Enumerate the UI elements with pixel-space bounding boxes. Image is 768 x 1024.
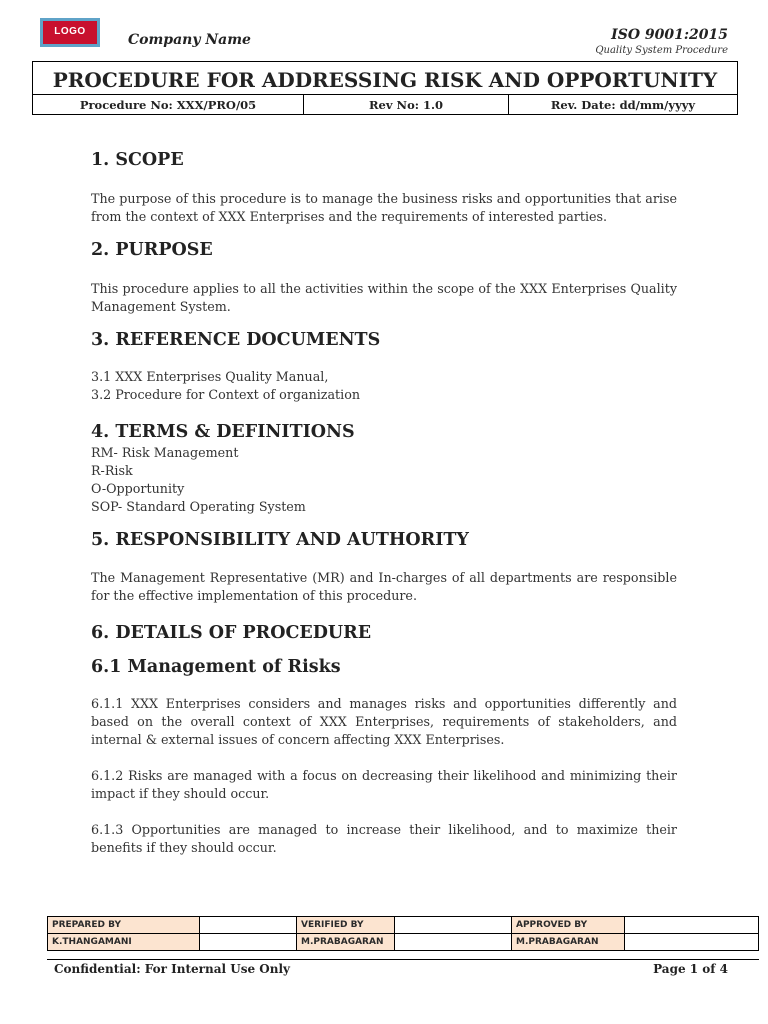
paragraph-6-1-3: 6.1.3 Opportunities are managed to increase their likelihood, and to maximize their benefits if they should occur. xyxy=(91,822,677,855)
approved-by-name: M.PRABAGARAN xyxy=(512,934,625,951)
document-title: PROCEDURE FOR ADDRESSING RISK AND OPPORTUNITY xyxy=(32,61,738,95)
prepared-by-label: PREPARED BY xyxy=(48,917,200,934)
revision-date: Rev. Date: dd/mm/yyyy xyxy=(550,98,696,112)
revision-number: Rev No: 1.0 xyxy=(304,95,509,114)
section-heading-details: 6. DETAILS OF PROCEDURE xyxy=(91,623,372,643)
iso-standard: ISO 9001:2015 xyxy=(611,27,728,43)
verified-by-signature xyxy=(395,917,512,934)
verified-by-label: VERIFIED BY xyxy=(297,917,395,934)
verified-by-name: M.PRABAGARAN xyxy=(297,934,395,951)
verified-by-signature xyxy=(395,934,512,951)
paragraph-6-1-2: 6.1.2 Risks are managed with a focus on decreasing their likelihood and minimizing their impact if they should occur. xyxy=(91,768,677,801)
term-item: SOP- Standard Operating System xyxy=(91,499,306,514)
confidential-notice: Confidential: For Internal Use Only xyxy=(54,962,290,976)
term-item: O-Opportunity xyxy=(91,481,185,496)
footer-divider xyxy=(47,959,759,960)
subsection-heading-management-of-risks: 6.1 Management of Risks xyxy=(91,657,341,677)
reference-item: 3.1 XXX Enterprises Quality Manual, xyxy=(91,369,329,384)
quality-system-label: Quality System Procedure xyxy=(595,45,728,56)
prepared-by-signature xyxy=(200,917,297,934)
document-reference-row xyxy=(32,95,738,115)
company-name: Company Name xyxy=(128,32,251,48)
company-logo: LOGO xyxy=(40,18,100,47)
responsibility-paragraph: The Management Representative (MR) and In-charges of all departments are responsible for the effective implementation of this procedure. xyxy=(91,570,677,603)
section-heading-responsibility: 5. RESPONSIBILITY AND AUTHORITY xyxy=(91,530,469,550)
term-item: RM- Risk Management xyxy=(91,445,239,460)
reference-item: 3.2 Procedure for Context of organization xyxy=(91,387,361,402)
approved-by-signature xyxy=(625,917,759,934)
section-heading-terms: 4. TERMS & DEFINITIONS xyxy=(91,422,355,442)
purpose-paragraph: This procedure applies to all the activities within the scope of the XXX Enterprises Quality Management System. xyxy=(91,281,677,314)
procedure-number: Procedure No: XXX/PRO/05 xyxy=(33,95,304,114)
prepared-by-signature xyxy=(200,934,297,951)
term-item: R-Risk xyxy=(91,463,133,478)
page-number: Page 1 of 4 xyxy=(653,962,728,976)
scope-paragraph: The purpose of this procedure is to manage the business risks and opportunities that arise from the context of XXX Enterprises and the requirements of interested parties. xyxy=(91,191,677,224)
prepared-by-name: K.THANGAMANI xyxy=(48,934,200,951)
document-body xyxy=(91,150,677,857)
section-heading-references: 3. REFERENCE DOCUMENTS xyxy=(91,330,381,350)
approved-by-label: APPROVED BY xyxy=(512,917,625,934)
signoff-table xyxy=(47,916,759,951)
paragraph-6-1-1: 6.1.1 XXX Enterprises considers and manages risks and opportunities differently and based on the overall context of XXX Enterprises, requirements of stakeholders, and internal & external issues of concern affecting XXX Enterprises. xyxy=(91,696,677,747)
approved-by-signature xyxy=(625,934,759,951)
section-heading-purpose: 2. PURPOSE xyxy=(91,240,213,260)
section-heading-scope: 1. SCOPE xyxy=(91,150,184,170)
